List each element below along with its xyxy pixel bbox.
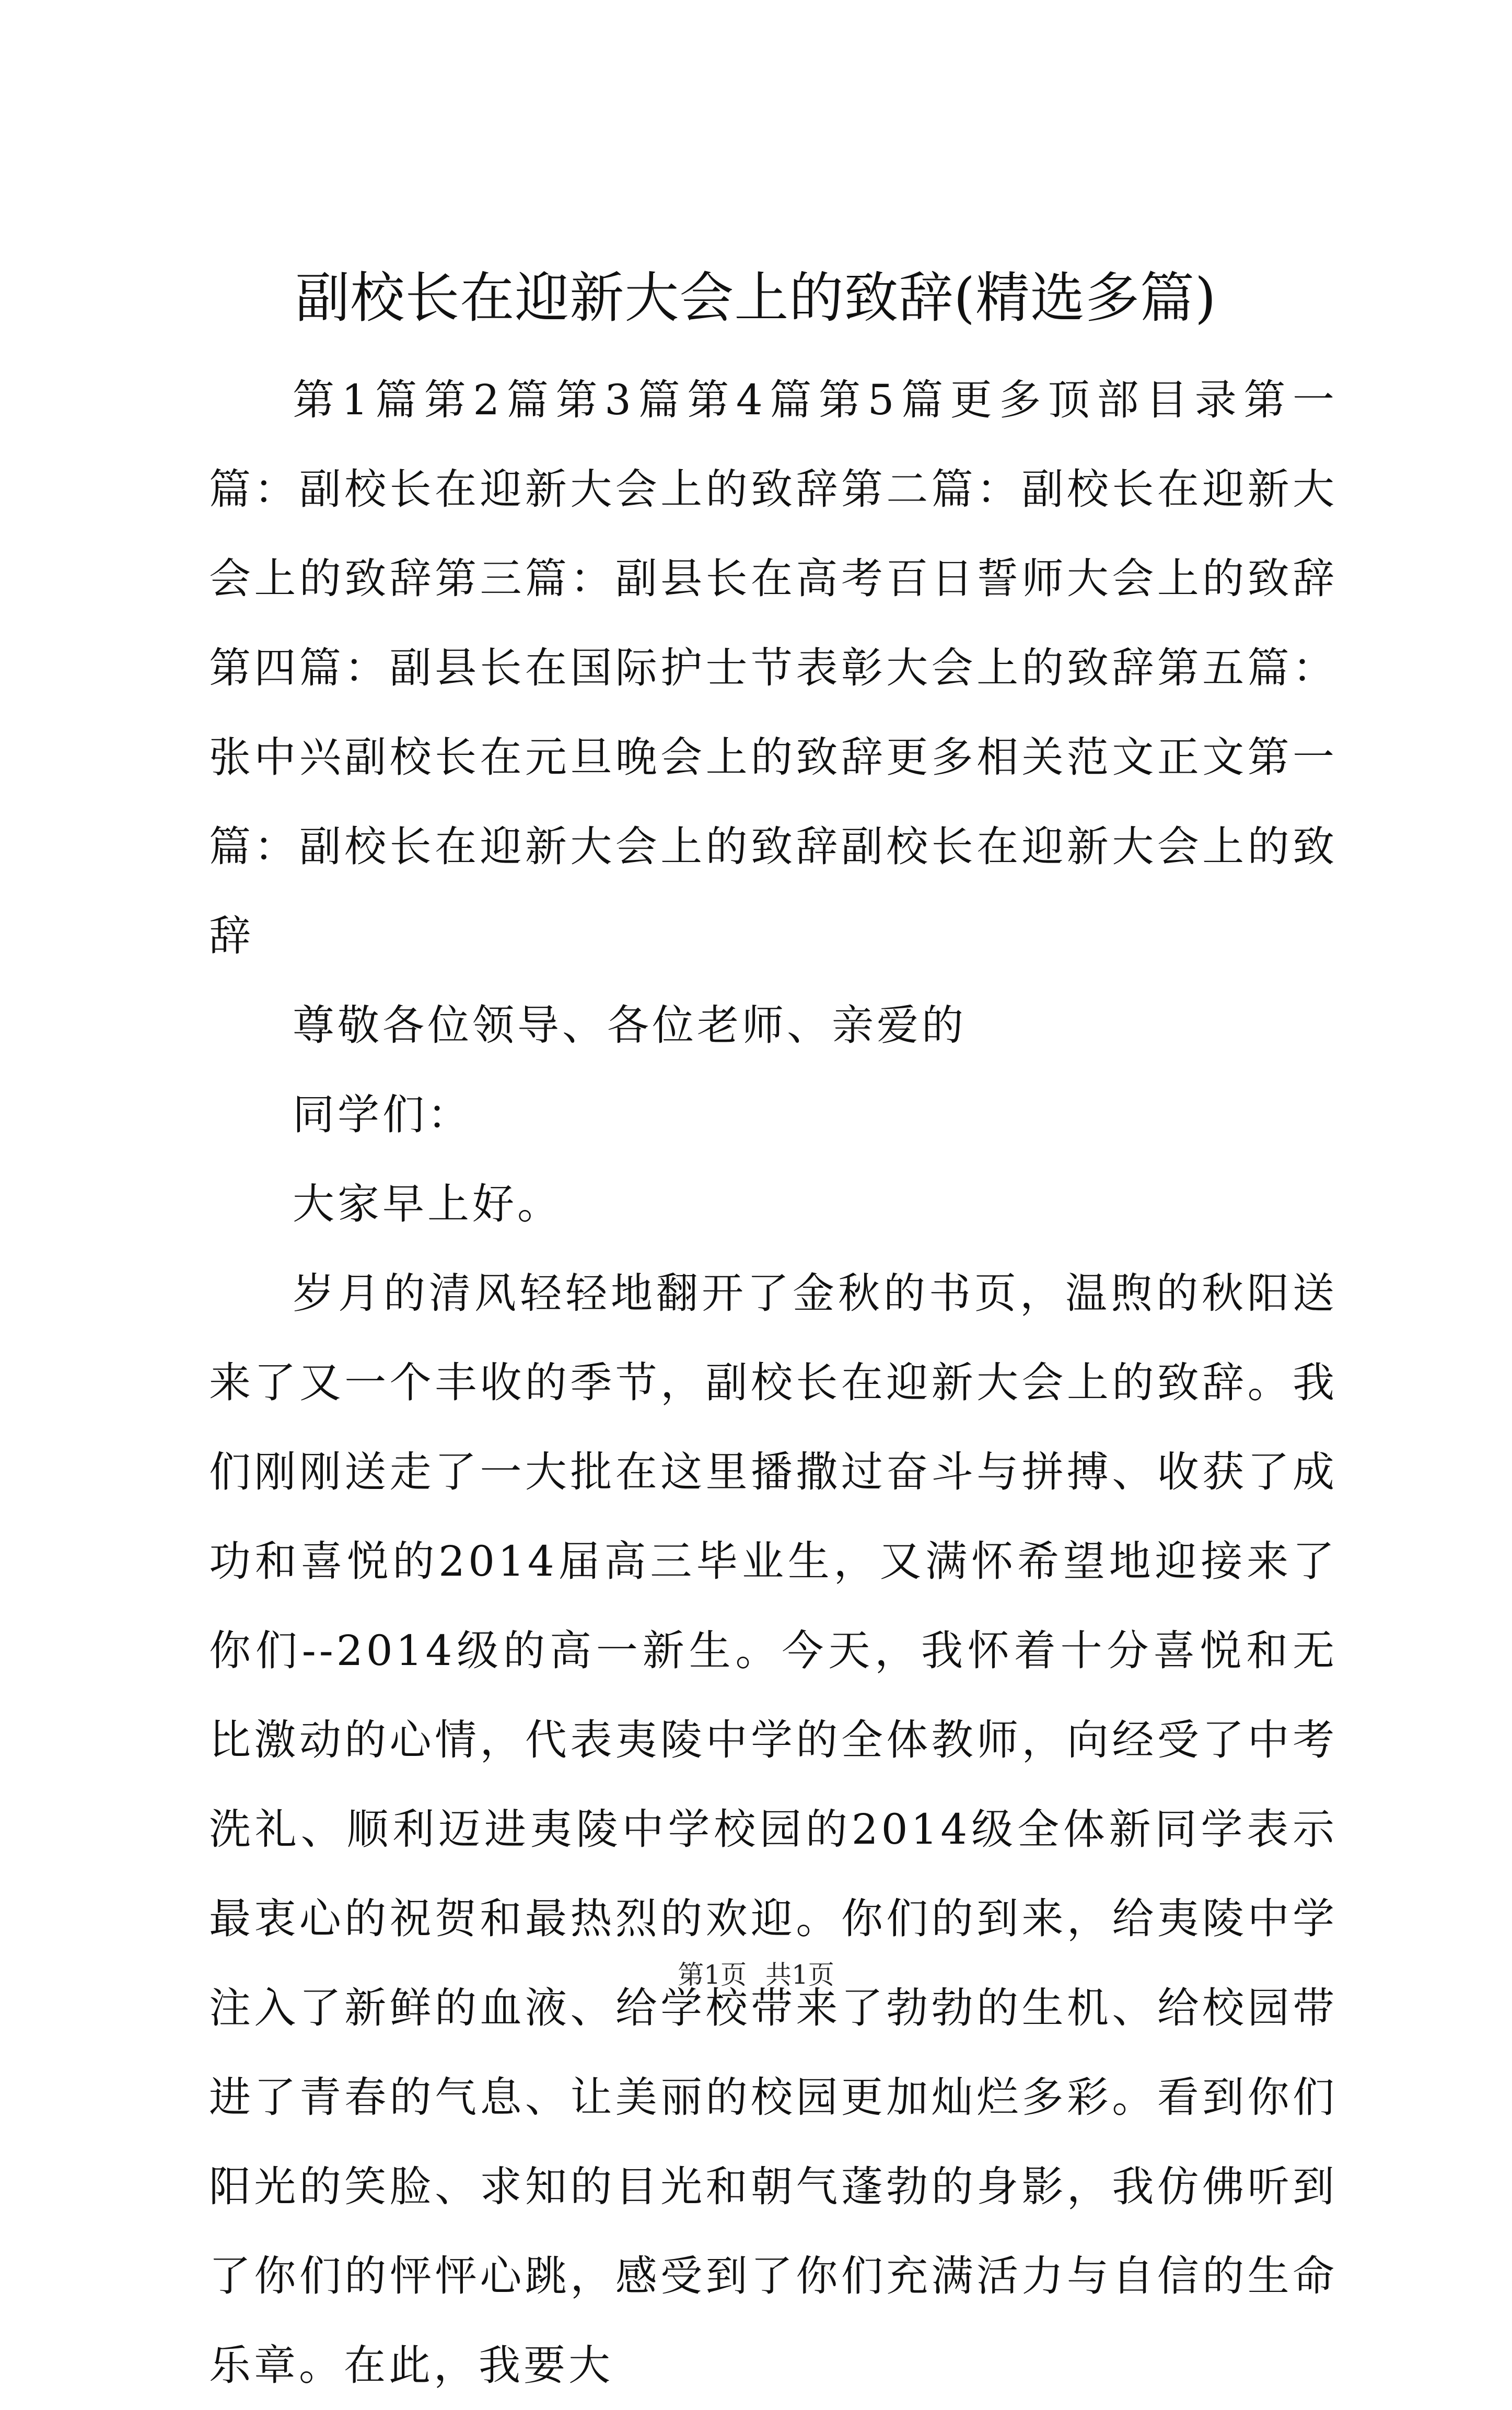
page-footer bbox=[0, 1957, 1512, 1993]
paragraph-students: 同学们： bbox=[293, 1090, 472, 1139]
paragraph-toc: 第1篇第2篇第3篇第4篇第5篇更多顶部目录第一篇：副校长在迎新大会上的致辞第二篇：副校长在迎新大会上的致辞第三篇：副县长在高考百日誓师大会上的致辞第四篇：副县长在国际护士节表彰大会上的致辞第五篇：张中兴副校长在元旦晚会上的致辞更多相关范文正文第一篇：副校长在迎新大会上的致辞副校长在迎新大会上的致辞 bbox=[209, 376, 1337, 960]
document-body bbox=[209, 355, 1337, 2410]
paragraph-greeting: 大家早上好。 bbox=[293, 1180, 562, 1228]
document-title: 副校长在迎新大会上的致辞(精选多篇) bbox=[295, 266, 1217, 330]
paragraph-salutation: 尊敬各位领导、各位老师、亲爱的 bbox=[293, 1001, 967, 1050]
paragraph-speech-body: 岁月的清风轻轻地翻开了金秋的书页，温煦的秋阳送来了又一个丰收的季节，副校长在迎新大会上的致辞。我们刚刚送走了一大批在这里播撒过奋斗与拼搏、收获了成功和喜悦的2014届高三毕业生，又满怀希望地迎接来了你们--2014级的高一新生。今天，我怀着十分喜悦和无比激动的心情，代表夷陵中学的全体教师，向经受了中考洗礼、顺利迈进夷陵中学校园的2014级全体新同学表示最衷心的祝贺和最热烈的欢迎。你们的到来，给夷陵中学注入了新鲜的血液、给学校带来了勃勃的生机、给校园带进了青春的气息、让美丽的校园更加灿烂多彩。看到你们阳光的笑脸、求知的目光和朝气蓬勃的身影，我仿佛听到了你们的怦怦心跳，感受到了你们充满活力与自信的生命乐章。在此，我要大 bbox=[209, 1269, 1337, 2390]
total-pages: 共1页 bbox=[765, 1960, 834, 1990]
page-number: 第1页 bbox=[678, 1960, 747, 1990]
